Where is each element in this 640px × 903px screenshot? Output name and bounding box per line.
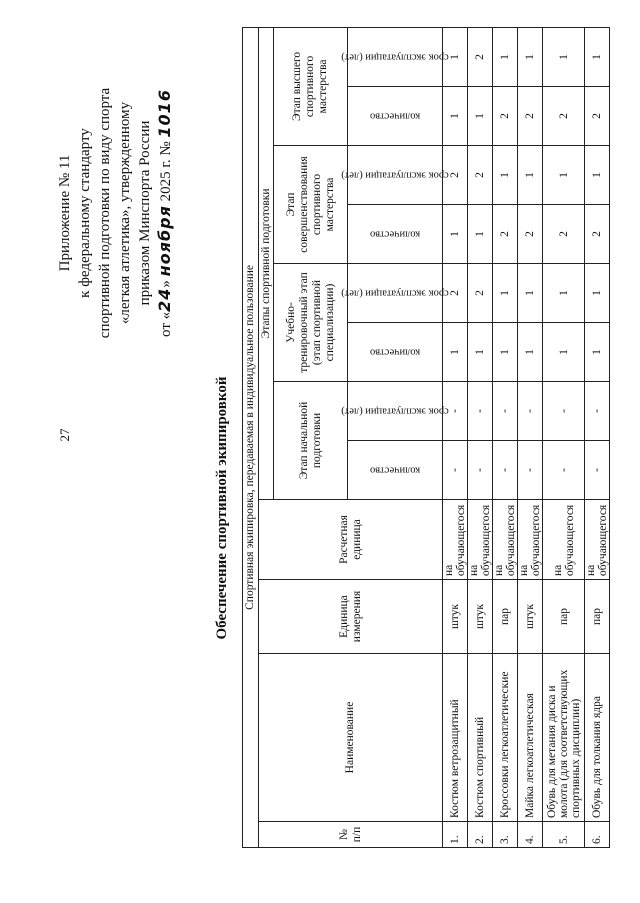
table-row xyxy=(493,27,518,847)
col-name-header: Наименование xyxy=(259,654,443,822)
term-cell: 1 xyxy=(493,146,518,205)
item-name: Обувь для толкания ядра xyxy=(585,654,610,822)
stage-header: Этап начальной подготовки xyxy=(274,382,348,500)
quantity-cell: 2 xyxy=(493,205,518,264)
appendix-date-line: от «24» ноября 2025 г. № 1016 xyxy=(155,89,174,337)
quantity-cell: - xyxy=(585,441,610,500)
quantity-cell: 2 xyxy=(543,87,585,146)
table-row xyxy=(518,27,543,847)
term-cell: 2 xyxy=(468,264,493,323)
term-cell: - xyxy=(493,382,518,441)
term-cell: 1 xyxy=(543,146,585,205)
quantity-cell: 1 xyxy=(585,323,610,382)
page-number: 27 xyxy=(57,428,72,442)
term-cell: 1 xyxy=(543,27,585,86)
appendix-block xyxy=(55,3,176,423)
quantity-cell: 2 xyxy=(493,87,518,146)
appendix-line: спортивной подготовки по виду спорта xyxy=(97,87,113,339)
row-number: 6. xyxy=(585,822,610,848)
quantity-cell: 1 xyxy=(543,323,585,382)
unit-cell: штук xyxy=(443,580,468,654)
unit-cell: штук xyxy=(518,580,543,654)
document-title: Обеспечение спортивной экипировкой xyxy=(214,376,230,640)
quantity-cell: 2 xyxy=(518,205,543,264)
stage-header: Учебно-тренировочный этап (этап спортивной специализации) xyxy=(274,264,348,382)
term-cell: 1 xyxy=(443,27,468,86)
item-name: Кроссовки легкоатлетические xyxy=(493,654,518,822)
term-cell: 1 xyxy=(543,264,585,323)
col-calc-header: Расчетная единица xyxy=(259,500,443,580)
calc-unit-cell: на обучающегося xyxy=(443,500,468,580)
term-cell: 1 xyxy=(518,27,543,86)
equipment-table xyxy=(242,27,610,848)
term-cell: 2 xyxy=(443,264,468,323)
calc-unit-cell: на обучающегося xyxy=(518,500,543,580)
quantity-cell: 1 xyxy=(443,87,468,146)
appendix-line: к федеральному стандарту xyxy=(77,128,93,298)
term-cell: 1 xyxy=(585,146,610,205)
term-cell: 1 xyxy=(493,264,518,323)
term-cell: - xyxy=(518,382,543,441)
calc-unit-cell: на обучающегося xyxy=(468,500,493,580)
col-num-header: № п/п xyxy=(259,822,443,848)
table-row xyxy=(443,27,468,847)
unit-cell: пар xyxy=(493,580,518,654)
quantity-cell: 1 xyxy=(468,205,493,264)
quantity-cell: 1 xyxy=(518,323,543,382)
term-cell: 2 xyxy=(443,146,468,205)
term-cell: 1 xyxy=(518,264,543,323)
term-cell: - xyxy=(443,382,468,441)
row-number: 3. xyxy=(493,822,518,848)
appendix-line: «легкая атлетика», утвержденному xyxy=(117,101,133,325)
sub-header-qty: количество xyxy=(348,441,443,500)
table-row xyxy=(585,27,610,847)
row-number: 1. xyxy=(443,822,468,848)
handwritten-month: ноября xyxy=(155,205,174,277)
term-cell: 1 xyxy=(493,27,518,86)
quantity-cell: 1 xyxy=(443,205,468,264)
table-row xyxy=(468,27,493,847)
sub-header-term: срок эксплуатации (лет) xyxy=(348,146,443,205)
item-name: Костюм ветрозащитный xyxy=(443,654,468,822)
sub-header-qty: количество xyxy=(348,87,443,146)
handwritten-day: 24 xyxy=(155,287,174,312)
quantity-cell: - xyxy=(443,441,468,500)
stages-header: Этапы спортивной подготовки xyxy=(259,27,274,499)
appendix-line: Приложение № 11 xyxy=(57,154,73,272)
quantity-cell: 2 xyxy=(543,205,585,264)
table-body xyxy=(443,27,610,847)
term-cell: 2 xyxy=(468,146,493,205)
term-cell: 1 xyxy=(585,27,610,86)
term-cell: - xyxy=(585,382,610,441)
unit-cell: пар xyxy=(585,580,610,654)
term-cell: 1 xyxy=(585,264,610,323)
item-name: Майка легкоатлетическая xyxy=(518,654,543,822)
appendix-line: приказом Минспорта России xyxy=(137,120,153,306)
quantity-cell: 2 xyxy=(518,87,543,146)
sub-header-term: срок эксплуатации (лет) xyxy=(348,264,443,323)
quantity-cell: 1 xyxy=(468,323,493,382)
calc-unit-cell: на обучающегося xyxy=(585,500,610,580)
stage-header: Этап совершенствования спортивного мастерства xyxy=(274,146,348,264)
quantity-cell: 2 xyxy=(585,87,610,146)
calc-unit-cell: на обучающегося xyxy=(543,500,585,580)
quantity-cell: 1 xyxy=(468,87,493,146)
super-header: Спортивная экипировка, передаваемая в индивидуальное пользование xyxy=(243,27,259,847)
term-cell: - xyxy=(468,382,493,441)
row-number: 5. xyxy=(543,822,585,848)
calc-unit-cell: на обучающегося xyxy=(493,500,518,580)
unit-cell: штук xyxy=(468,580,493,654)
col-unit-header: Единица измерения xyxy=(259,580,443,654)
term-cell: 1 xyxy=(518,146,543,205)
quantity-cell: 2 xyxy=(585,205,610,264)
quantity-cell: 1 xyxy=(443,323,468,382)
term-cell: - xyxy=(543,382,585,441)
table-row xyxy=(543,27,585,847)
unit-cell: пар xyxy=(543,580,585,654)
sub-header-qty: количество xyxy=(348,323,443,382)
sub-header-term: срок эксплуатации (лет) xyxy=(348,27,443,86)
handwritten-order-number: 1016 xyxy=(155,89,174,138)
row-number: 2. xyxy=(468,822,493,848)
quantity-cell: - xyxy=(468,441,493,500)
sub-header-term: срок эксплуатации (лет) xyxy=(348,382,443,441)
quantity-cell: 1 xyxy=(493,323,518,382)
quantity-cell: - xyxy=(543,441,585,500)
stage-header: Этап высшего спортивного мастерства xyxy=(274,27,348,145)
quantity-cell: - xyxy=(493,441,518,500)
sub-header-qty: количество xyxy=(348,205,443,264)
item-name: Костюм спортивный xyxy=(468,654,493,822)
term-cell: 2 xyxy=(468,27,493,86)
row-number: 4. xyxy=(518,822,543,848)
item-name: Обувь для метания диска и молота (для соответствующих спортивных дисциплин) xyxy=(543,654,585,822)
quantity-cell: - xyxy=(518,441,543,500)
